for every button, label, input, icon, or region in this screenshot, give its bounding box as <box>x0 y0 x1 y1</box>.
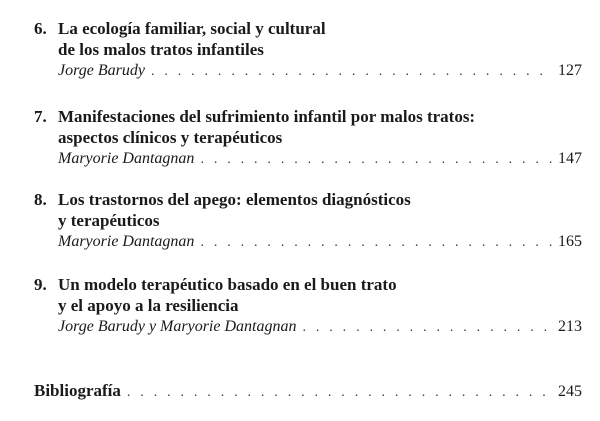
dot-leader <box>200 232 552 253</box>
dot-leader <box>200 149 552 170</box>
dot-leader <box>302 317 552 338</box>
chapter-author: Maryorie Dantagnan <box>58 150 195 167</box>
chapter-title-2: y terapéuticos <box>58 211 160 230</box>
bibliography-label: Bibliografía <box>34 381 121 400</box>
page-number: 147 <box>558 150 582 167</box>
chapter-title-2: de los malos tratos infantiles <box>58 40 264 59</box>
chapter-title-line <box>34 127 582 148</box>
chapter-title-line <box>34 274 582 295</box>
chapter-number: 7. <box>34 107 47 126</box>
chapter-author: Maryorie Dantagnan <box>58 233 195 250</box>
page-number: 245 <box>558 383 582 400</box>
chapter-title-1: Un modelo terapéutico basado en el buen trato <box>58 275 397 294</box>
toc-entry-7 <box>34 106 582 170</box>
chapter-title-2: aspectos clínicos y terapéuticos <box>58 128 283 147</box>
page-number: 165 <box>558 233 582 250</box>
chapter-author: Jorge Barudy <box>58 62 145 79</box>
author-line <box>58 316 582 338</box>
dot-leader <box>151 61 552 82</box>
author-line <box>58 231 582 253</box>
chapter-title-1: Manifestaciones del sufrimiento infantil por malos tratos: <box>58 107 476 126</box>
chapter-number: 8. <box>34 190 47 209</box>
chapter-title-2: y el apoyo a la resiliencia <box>58 296 239 315</box>
chapter-title-1: Los trastornos del apego: elementos diagnósticos <box>58 190 411 209</box>
toc-entry-8 <box>34 189 582 253</box>
author-line <box>58 148 582 170</box>
chapter-title-line <box>34 189 582 210</box>
chapter-title-line <box>34 106 582 127</box>
toc-entry-9 <box>34 274 582 338</box>
toc-entry-bibliography <box>34 380 582 403</box>
chapter-title-line <box>34 295 582 316</box>
chapter-title-line <box>34 39 582 60</box>
chapter-author: Jorge Barudy y Maryorie Dantagnan <box>58 318 297 335</box>
chapter-number: 6. <box>34 19 47 38</box>
page-number: 127 <box>558 62 582 79</box>
page-number: 213 <box>558 318 582 335</box>
chapter-number: 9. <box>34 275 47 294</box>
chapter-title-line <box>34 18 582 39</box>
chapter-title-1: La ecología familiar, social y cultural <box>58 19 326 38</box>
chapter-title-line <box>34 210 582 231</box>
author-line <box>58 60 582 82</box>
toc-entry-6 <box>34 18 582 82</box>
dot-leader <box>127 382 552 403</box>
